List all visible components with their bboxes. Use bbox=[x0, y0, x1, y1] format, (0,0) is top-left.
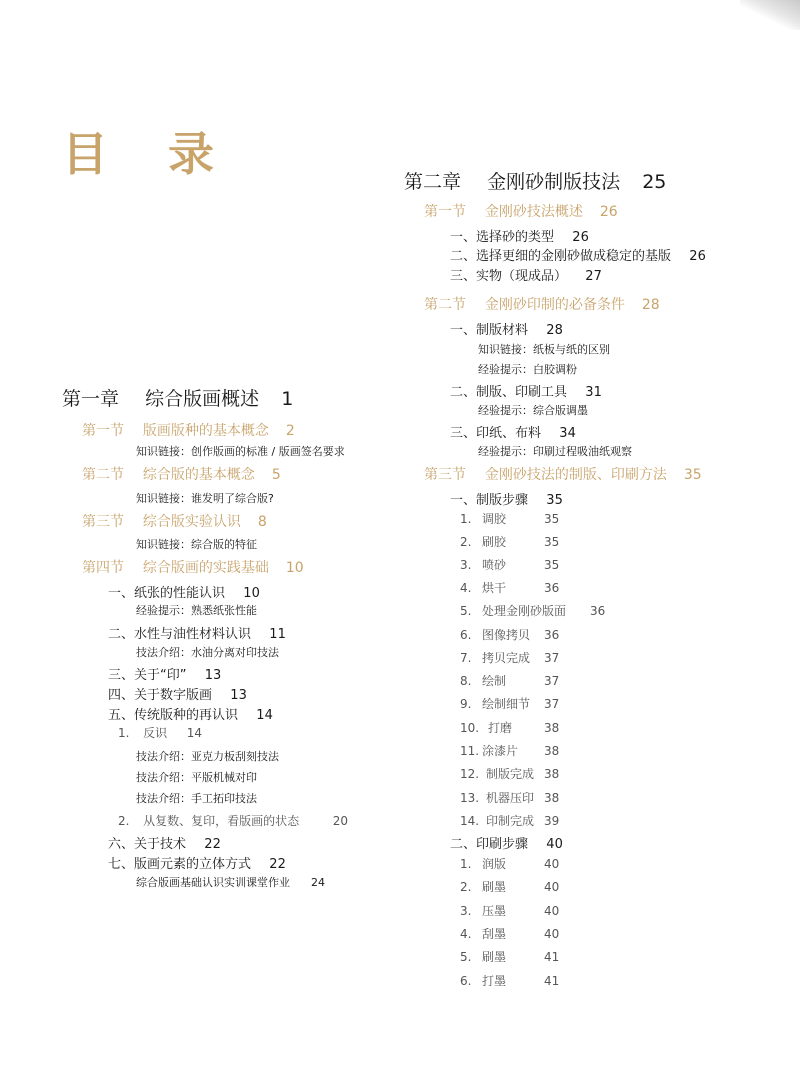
item-1-4-6[interactable] bbox=[108, 838, 221, 851]
step-item[interactable] bbox=[460, 792, 534, 804]
section-label: 第四节 bbox=[82, 560, 124, 576]
step-number: 6. bbox=[460, 974, 472, 988]
step-page: 36 bbox=[544, 581, 560, 595]
step-number: 5. bbox=[460, 604, 472, 618]
subitem-number: 2. bbox=[118, 814, 130, 828]
page-title: 目 录 bbox=[62, 127, 237, 181]
item-title: 五、传统版种的再认识 bbox=[108, 708, 239, 723]
step-page: 37 bbox=[544, 651, 560, 665]
section-1-2-note: 知识链接：谁发明了综合版? bbox=[136, 492, 274, 505]
step-page: 38 bbox=[544, 721, 560, 735]
step-number: 10. bbox=[460, 721, 480, 735]
section-label: 第二节 bbox=[82, 467, 124, 483]
chapter-2-page: 25 bbox=[642, 171, 667, 193]
section-2-3[interactable] bbox=[424, 468, 702, 482]
section-label: 第一节 bbox=[82, 423, 124, 439]
section-page: 8 bbox=[257, 514, 267, 530]
step-title: 处理金刚砂版面 bbox=[482, 604, 567, 618]
step-item[interactable] bbox=[460, 858, 506, 870]
item-2-1-1[interactable] bbox=[450, 231, 589, 244]
step-number: 9. bbox=[460, 697, 472, 711]
section-page: 10 bbox=[285, 560, 304, 576]
item-title: 三、关于“印” bbox=[108, 668, 187, 683]
step-item[interactable] bbox=[460, 582, 506, 594]
item-title: 七、版画元素的立体方式 bbox=[108, 857, 252, 872]
step-number: 1. bbox=[460, 857, 472, 871]
item-1-4-3[interactable] bbox=[108, 669, 221, 682]
step-number: 6. bbox=[460, 628, 472, 642]
step-item[interactable] bbox=[460, 745, 518, 757]
section-1-1-note: 知识链接：创作版画的标准 / 版画签名要求 bbox=[136, 445, 345, 458]
item-2-2-3-note-1: 经验提示：印刷过程吸油纸观察 bbox=[478, 445, 632, 458]
step-title: 润版 bbox=[482, 857, 507, 871]
step-item[interactable] bbox=[460, 605, 566, 617]
subitem-1-4-5-2[interactable] bbox=[118, 815, 348, 827]
step-page: 40 bbox=[544, 927, 560, 941]
chapter-1-heading[interactable] bbox=[62, 390, 293, 409]
section-page: 2 bbox=[285, 423, 295, 439]
step-title: 烘干 bbox=[482, 581, 507, 595]
step-page: 38 bbox=[544, 767, 560, 781]
item-title: 一、制版材料 bbox=[450, 323, 529, 338]
section-1-3[interactable] bbox=[82, 515, 267, 529]
subitem-1-4-5-note-3: 技法介绍：手工拓印技法 bbox=[136, 792, 257, 805]
step-title: 拷贝完成 bbox=[482, 651, 531, 665]
item-page: 27 bbox=[585, 269, 602, 284]
step-title: 涂漆片 bbox=[482, 744, 519, 758]
section-1-2[interactable] bbox=[82, 468, 281, 482]
chapter-1-label: 第一章 bbox=[62, 388, 120, 410]
item-title: 一、选择砂的类型 bbox=[450, 230, 555, 245]
item-page: 10 bbox=[243, 586, 260, 601]
step-item[interactable] bbox=[460, 629, 530, 641]
step-page: 38 bbox=[544, 791, 560, 805]
step-item[interactable] bbox=[460, 536, 506, 548]
step-item[interactable] bbox=[460, 722, 512, 734]
item-title: 四、关于数字版画 bbox=[108, 688, 213, 703]
step-title: 图像拷贝 bbox=[482, 628, 531, 642]
item-1-4-4[interactable] bbox=[108, 689, 247, 702]
section-1-4[interactable] bbox=[82, 561, 304, 575]
step-title: 机器压印 bbox=[486, 791, 535, 805]
step-page: 40 bbox=[544, 880, 560, 894]
section-label: 第三节 bbox=[424, 467, 466, 483]
item-title: 二、印刷步骤 bbox=[450, 837, 529, 852]
subitem-number: 1. bbox=[118, 726, 130, 740]
section-title: 金刚砂技法概述 bbox=[484, 204, 583, 220]
step-title: 刮墨 bbox=[482, 927, 507, 941]
step-title: 压墨 bbox=[482, 904, 507, 918]
step-number: 3. bbox=[460, 558, 472, 572]
subitem-title: 从复数、复印，看版画的状态 bbox=[143, 814, 300, 828]
item-title: 二、制版、印刷工具 bbox=[450, 385, 568, 400]
step-number: 2. bbox=[460, 880, 472, 894]
step-title: 绘制 bbox=[482, 674, 507, 688]
item-2-2-1-note-2: 经验提示：白胶调粉 bbox=[478, 363, 577, 376]
step-item[interactable] bbox=[460, 559, 506, 571]
step-number: 2. bbox=[460, 535, 472, 549]
item-1-4-2[interactable] bbox=[108, 628, 286, 641]
step-number: 12. bbox=[460, 767, 480, 781]
step-title: 喷砂 bbox=[482, 558, 507, 572]
step-page: 36 bbox=[544, 628, 560, 642]
item-2-1-3[interactable] bbox=[450, 270, 602, 283]
section-page: 28 bbox=[641, 297, 660, 313]
step-title: 刷墨 bbox=[482, 880, 507, 894]
section-title: 综合版实验认识 bbox=[142, 514, 241, 530]
step-title: 制版完成 bbox=[486, 767, 535, 781]
subitem-1-4-5-1[interactable] bbox=[118, 727, 202, 739]
section-title: 综合版的基本概念 bbox=[142, 467, 255, 483]
step-item[interactable] bbox=[460, 975, 506, 987]
step-page: 35 bbox=[544, 535, 560, 549]
step-page: 41 bbox=[544, 950, 560, 964]
item-title: 一、制版步骤 bbox=[450, 493, 529, 508]
step-number: 1. bbox=[460, 512, 472, 526]
step-item[interactable] bbox=[460, 951, 506, 963]
section-page: 35 bbox=[683, 467, 702, 483]
step-page: 40 bbox=[544, 904, 560, 918]
item-page: 22 bbox=[269, 857, 286, 872]
step-page: 35 bbox=[544, 558, 560, 572]
subitem-page: 20 bbox=[332, 814, 349, 828]
step-page: 36 bbox=[590, 604, 606, 618]
item-page: 26 bbox=[689, 249, 706, 264]
note-page: 24 bbox=[311, 876, 325, 889]
step-item[interactable] bbox=[460, 881, 506, 893]
section-title: 金刚砂印制的必备条件 bbox=[484, 297, 625, 313]
item-2-3-1[interactable] bbox=[450, 494, 563, 507]
item-2-2-1-note-1: 知识链接：纸板与纸的区别 bbox=[478, 343, 610, 356]
section-1-1[interactable] bbox=[82, 424, 295, 438]
step-title: 刷胶 bbox=[482, 535, 507, 549]
chapter-1-title: 综合版画概述 bbox=[145, 388, 260, 410]
step-title: 调胶 bbox=[482, 512, 507, 526]
section-title: 版画版种的基本概念 bbox=[142, 423, 269, 439]
step-page: 38 bbox=[544, 744, 560, 758]
step-page: 39 bbox=[544, 814, 560, 828]
step-item[interactable] bbox=[460, 815, 534, 827]
step-number: 11. bbox=[460, 744, 480, 758]
item-1-4-1[interactable] bbox=[108, 587, 260, 600]
step-title: 打墨 bbox=[482, 974, 507, 988]
step-page: 37 bbox=[544, 674, 560, 688]
step-item[interactable] bbox=[460, 928, 506, 940]
item-page: 34 bbox=[559, 426, 576, 441]
section-title: 金刚砂技法的制版、印刷方法 bbox=[484, 467, 667, 483]
section-2-2[interactable] bbox=[424, 298, 660, 312]
item-page: 28 bbox=[546, 323, 563, 338]
item-2-3-2[interactable] bbox=[450, 838, 563, 851]
item-page: 40 bbox=[546, 837, 563, 852]
item-1-4-2-note: 技法介绍：水油分离对印技法 bbox=[136, 646, 279, 659]
step-number: 8. bbox=[460, 674, 472, 688]
page-corner-shadow bbox=[740, 0, 800, 30]
section-2-1[interactable] bbox=[424, 205, 618, 219]
step-number: 4. bbox=[460, 927, 472, 941]
section-label: 第一节 bbox=[424, 204, 466, 220]
section-page: 5 bbox=[271, 467, 281, 483]
chapter-1-page: 1 bbox=[281, 388, 294, 410]
item-page: 22 bbox=[204, 837, 221, 852]
step-item[interactable] bbox=[460, 905, 506, 917]
step-page: 40 bbox=[544, 857, 560, 871]
step-title: 刷墨 bbox=[482, 950, 507, 964]
step-page: 37 bbox=[544, 697, 560, 711]
item-title: 六、关于技术 bbox=[108, 837, 187, 852]
item-page: 31 bbox=[585, 385, 602, 400]
section-1-3-note: 知识链接：综合版的特征 bbox=[136, 538, 257, 551]
step-number: 14. bbox=[460, 814, 480, 828]
step-item[interactable] bbox=[460, 698, 530, 710]
item-page: 35 bbox=[546, 493, 563, 508]
step-item[interactable] bbox=[460, 513, 506, 525]
item-page: 11 bbox=[269, 627, 286, 642]
item-page: 13 bbox=[204, 668, 222, 683]
item-2-2-2-note-1: 经验提示：综合版调墨 bbox=[478, 404, 588, 417]
section-label: 第二节 bbox=[424, 297, 466, 313]
item-2-2-1[interactable] bbox=[450, 324, 563, 337]
step-number: 3. bbox=[460, 904, 472, 918]
step-number: 7. bbox=[460, 651, 472, 665]
subitem-page: 14 bbox=[186, 726, 203, 740]
section-label: 第三节 bbox=[82, 514, 124, 530]
step-page: 35 bbox=[544, 512, 560, 526]
item-2-2-2[interactable] bbox=[450, 386, 602, 399]
item-title: 二、水性与油性材料认识 bbox=[108, 627, 252, 642]
step-number: 5. bbox=[460, 950, 472, 964]
chapter-2-title: 金刚砂制版技法 bbox=[487, 171, 621, 193]
step-title: 印制完成 bbox=[486, 814, 535, 828]
step-number: 4. bbox=[460, 581, 472, 595]
step-title: 打磨 bbox=[488, 721, 513, 735]
step-title: 绘制细节 bbox=[482, 697, 531, 711]
item-page: 14 bbox=[256, 708, 273, 723]
item-title: 一、纸张的性能认识 bbox=[108, 586, 226, 601]
section-title: 综合版画的实践基础 bbox=[142, 560, 269, 576]
item-2-1-2[interactable] bbox=[450, 250, 706, 263]
item-1-4-5[interactable] bbox=[108, 709, 273, 722]
item-1-4-7[interactable] bbox=[108, 858, 286, 871]
step-item[interactable] bbox=[460, 652, 530, 664]
subitem-1-4-5-note-2: 技法介绍：平版机械对印 bbox=[136, 771, 257, 784]
item-1-4-1-note: 经验提示：熟悉纸张性能 bbox=[136, 604, 257, 617]
note-title: 综合版画基础认识实训课堂作业 bbox=[136, 876, 290, 889]
item-page: 26 bbox=[572, 230, 589, 245]
item-title: 二、选择更细的金刚砂做成稳定的基版 bbox=[450, 249, 672, 264]
section-page: 26 bbox=[599, 204, 618, 220]
chapter-2-heading[interactable] bbox=[404, 173, 666, 192]
step-number: 13. bbox=[460, 791, 480, 805]
item-title: 三、实物（现成品） bbox=[450, 269, 568, 284]
subitem-1-4-5-note-1: 技法介绍：亚克力板刮刻技法 bbox=[136, 750, 279, 763]
step-item[interactable] bbox=[460, 768, 534, 780]
step-item[interactable] bbox=[460, 675, 506, 687]
item-title: 三、印纸、布料 bbox=[450, 426, 542, 441]
item-1-4-7-note[interactable] bbox=[136, 877, 325, 888]
subitem-title: 反识 bbox=[143, 726, 168, 740]
item-2-2-3[interactable] bbox=[450, 427, 576, 440]
step-page: 41 bbox=[544, 974, 560, 988]
chapter-2-label: 第二章 bbox=[404, 171, 462, 193]
item-page: 13 bbox=[230, 688, 247, 703]
